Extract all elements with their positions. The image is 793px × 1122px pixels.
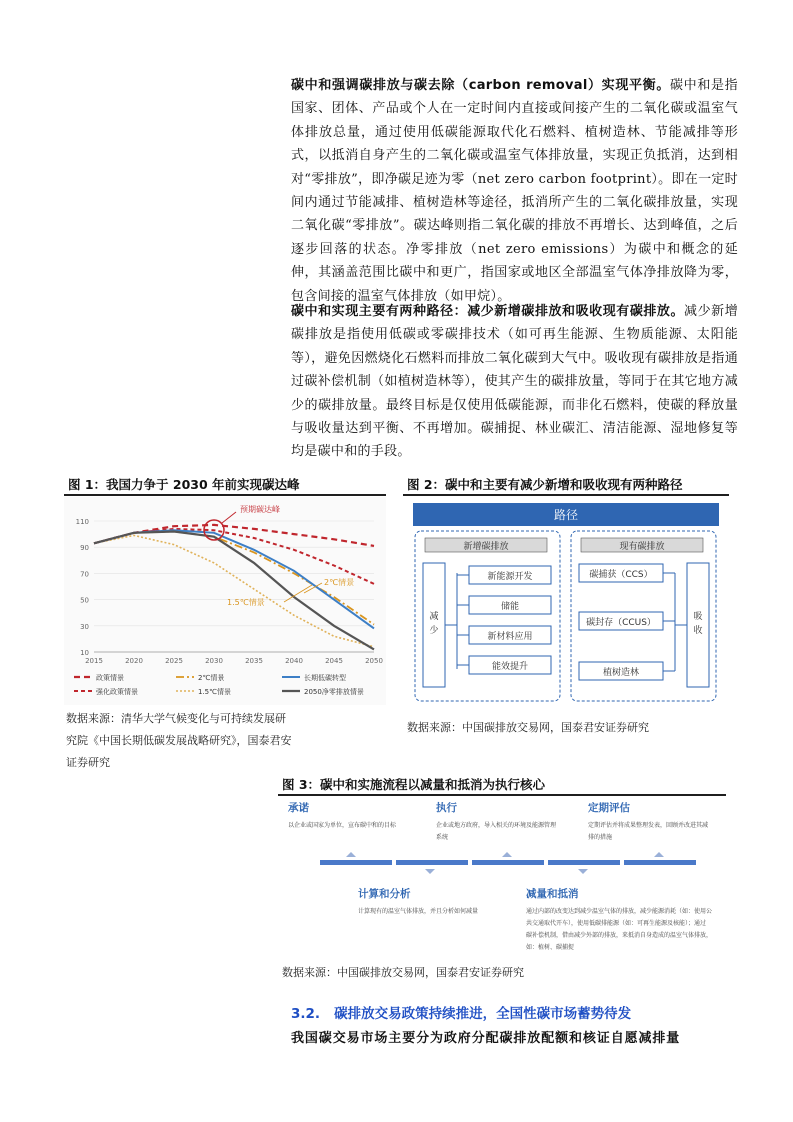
x-tick-label: 2040 [285,657,303,665]
figure-1-rule [64,494,386,496]
paragraph-lead: 碳中和实现主要有两种路径：减少新增碳排放和吸收现有碳排放。 [291,304,685,319]
figure-1-chart [64,497,386,705]
left-item-label: 新能源开发 [487,572,533,582]
right-item-label: 碳封存（CCUS） [586,618,656,628]
x-tick-label: 2030 [205,657,223,665]
legend-label: 强化政策情景 [96,688,138,696]
section-heading [291,1002,631,1022]
left-side-box [423,563,445,687]
timeline-segment [396,860,468,865]
path-header-label: 路径 [553,508,579,522]
left-item-label: 能效提升 [491,662,529,672]
figure-2-diagram [403,497,729,705]
figure-3-title: 图 3：碳中和实施流程以减量和抵消为执行核心 [282,777,546,792]
timeline-marker-up [502,852,512,857]
x-tick-label: 2050 [365,657,383,665]
step-desc: 排的措施 [588,834,613,841]
right-group-label: 现有碳排放 [619,542,665,552]
legend-label: 政策情景 [96,674,124,682]
paragraph-body: 碳中和是指国家、团体、产品或个人在一定时间内直接或间接产生的二氧化碳或温室气体排放总量，通过使用低碳能源取代化石燃料、植树造林、节能减排等形式，以抵消自身产生的二氧化碳或温室气体排放量，实现正负抵消，达到相对“零排放”，即净碳足迹为零（net zero carbon footprint）。即在一定时间内通过节能减排、植树造林等途径，抵消所产生的二氧化碳排放量，实现二氧化碳“零排放”。碳达峰则指二氧化碳的排放不再增长、达到峰值，之后逐步回落的状态。净零排放（net zero emissions）为碳中和概念的延伸，其涵盖范围比碳中和更广，指国家或地区全部温室气体净排放降为零，包含间接的温室气体排放（如甲烷）。 [291,78,738,304]
timeline-marker-up [346,852,356,857]
step-title: 承诺 [288,802,309,814]
legend-label: 2℃情景 [198,674,225,682]
y-tick-label: 10 [80,649,89,657]
timeline-segment [472,860,544,865]
figure-2-source: 数据来源：中国碳排放交易网，国泰君安证券研究 [407,721,649,734]
left-group-label: 新增碳排放 [463,542,509,552]
right-side-label-1: 吸 [693,612,703,622]
legend-label: 1.5℃情景 [198,688,231,696]
y-tick-label: 70 [80,570,89,579]
step-desc: 系统 [436,834,449,841]
figure-1-title: 图 1：我国力争于 2030 年前实现碳达峰 [68,477,300,492]
step-desc: 定期评估并将成果整理发表，回顾并改进其减 [588,822,709,829]
paragraph-pathways [291,300,738,464]
step-desc: 通过内部的改变达到减少温室气体的排放，减少能源消耗（如：使用公 [526,908,713,915]
paragraph-carbon-neutrality [291,74,738,308]
section-first-line: 我国碳交易市场主要分为政府分配碳排放配额和核证自愿减排量 [291,1031,681,1046]
step-desc: 如：植树、碳捕捉 [526,944,575,951]
section-number: 3.2. [291,1006,321,1022]
step-desc: 企业或地方政府，导入相关的环境及能源管理 [436,822,557,829]
step-desc: 共交通取代开车），使用低碳排能源（如：可再生能源及核能）；通过 [526,920,707,927]
annotation-15c: 1.5℃情景 [227,598,265,607]
left-item-label: 储能 [500,602,520,612]
x-tick-label: 2025 [165,657,183,665]
step-desc: 以企业或国家为单位，宣布碳中和的目标 [288,822,397,829]
step-title: 执行 [436,802,457,814]
timeline-marker-up [654,852,664,857]
right-item-label: 碳捕获（CCS） [589,570,653,580]
x-tick-label: 2015 [85,657,103,665]
figure-1-source: 数据来源：清华大学气候变化与可持续发展研究院《中国长期低碳发展战略研究》，国泰君安证券研究 [66,712,292,769]
right-item-label: 植树造林 [602,668,640,678]
y-tick-label: 30 [80,622,89,631]
timeline-segment [548,860,620,865]
figure-2-title: 图 2：碳中和主要有减少新增和吸收现有两种路径 [407,477,683,492]
annotation-2c: 2℃情景 [324,578,355,587]
y-tick-label: 90 [80,544,89,553]
left-side-label-2: 少 [429,626,439,636]
paragraph-body: 减少新增碳排放是指使用低碳或零碳排技术（如可再生能源、生物质能源、太阳能等），避免因燃烧化石燃料而排放二氧化碳到大气中。吸收现有碳排放是指通过碳补偿机制（如植树造林等），使其产生的碳排放量，等同于在其它地方减少的碳排放量。最终目标是仅使用低碳能源，而非化石燃料，使碳的释放量与吸收量达到平衡、不再增加。碳捕捉、林业碳汇、清洁能源、湿地修复等均是碳中和的手段。 [291,304,739,460]
step-title: 定期评估 [588,802,630,814]
figure-3-rule [278,794,726,796]
paragraph-lead: 碳中和强调碳排放与碳去除（carbon removal）实现平衡。 [291,78,670,93]
step-desc: 计算现有的温室气体排放，并且分析如何减量 [358,908,479,915]
step-desc: 碳补偿机制，借由减少外部的排放，来抵消自身造成的温室气体排放， [526,932,713,939]
timeline-segment [624,860,696,865]
step-title: 减量和抵消 [526,888,579,900]
left-side-label-1: 减 [429,612,439,622]
figure-2-rule [403,494,729,496]
timeline-marker-down [578,869,588,874]
figure-3-source: 数据来源：中国碳排放交易网，国泰君安证券研究 [282,966,524,979]
legend-label: 2050净零排放情景 [304,688,364,696]
timeline-marker-down [425,869,435,874]
right-side-label-2: 收 [693,626,703,636]
x-tick-label: 2035 [245,657,263,665]
right-side-box [687,563,709,687]
timeline-segment [320,860,392,865]
figure-3-flow [278,797,726,962]
y-tick-label: 50 [80,596,89,605]
legend-label: 长期低碳转型 [304,674,346,682]
annotation-peak: 预期碳达峰 [240,505,280,514]
step-title: 计算和分析 [358,888,411,900]
x-tick-label: 2020 [125,657,143,665]
left-item-label: 新材料应用 [487,632,533,642]
y-tick-label: 110 [75,518,89,526]
section-title: 碳排放交易政策持续推进，全国性碳市场蓄势待发 [334,1006,632,1022]
x-tick-label: 2045 [325,657,343,665]
